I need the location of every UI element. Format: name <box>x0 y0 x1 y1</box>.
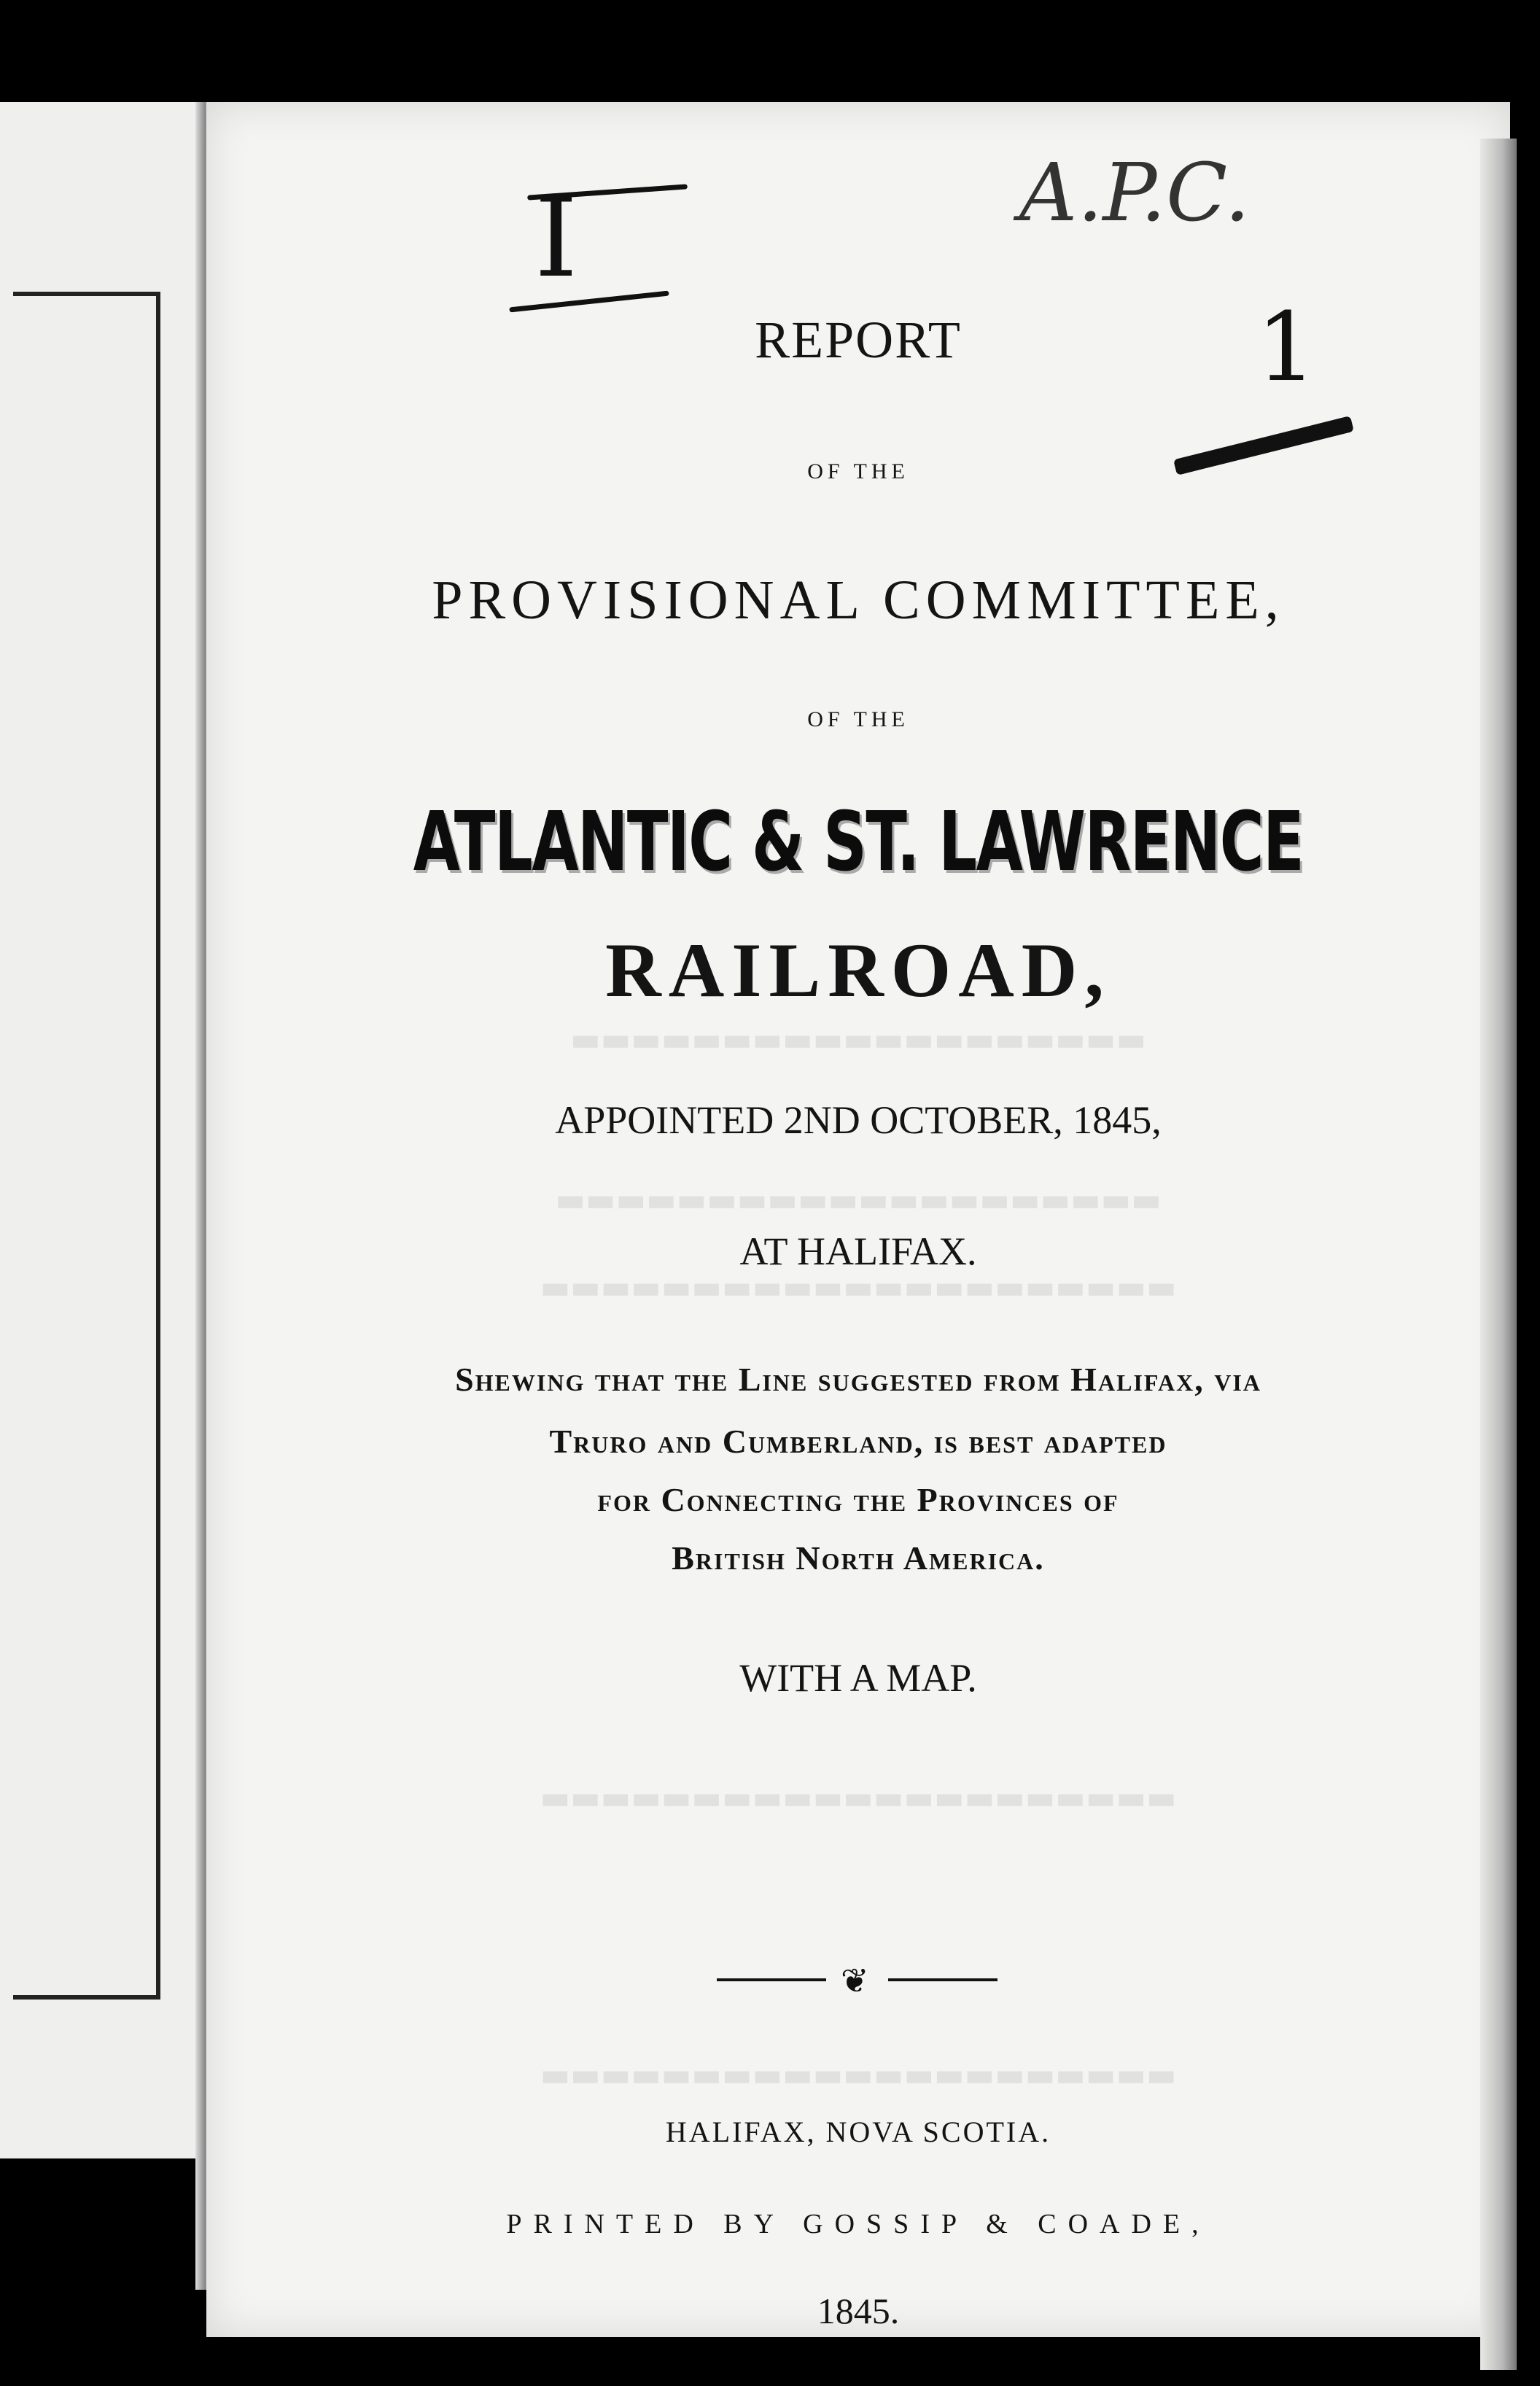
committee-heading: PROVISIONAL COMMITTEE, <box>432 570 1285 631</box>
handwritten-underline <box>509 291 669 313</box>
of-the-line-1: OF THE <box>807 459 909 483</box>
show-through-texture: ▬▬▬▬▬▬▬▬▬▬▬▬▬▬▬▬▬▬▬▬ <box>555 1181 1162 1219</box>
report-heading: REPORT <box>755 311 962 369</box>
subtitle-line-4: British North America. <box>672 1539 1045 1577</box>
of-the-line-2: OF THE <box>807 707 909 731</box>
show-through-texture: ▬▬▬▬▬▬▬▬▬▬▬▬▬▬▬▬▬▬▬▬▬ <box>540 1269 1177 1306</box>
show-through-texture: ▬▬▬▬▬▬▬▬▬▬▬▬▬▬▬▬▬▬▬▬▬ <box>540 1779 1177 1816</box>
show-through-texture: ▬▬▬▬▬▬▬▬▬▬▬▬▬▬▬▬▬▬▬▬▬ <box>540 2056 1177 2094</box>
imprint-place: HALIFAX, NOVA SCOTIA. <box>665 2115 1051 2148</box>
appointed-date: APPOINTED 2ND OCTOBER, 1845, <box>555 1098 1162 1142</box>
subtitle-line-2: Truro and Cumberland, is best adapted <box>549 1423 1167 1460</box>
fleuron-icon: ❦ <box>841 1961 869 2000</box>
adjacent-page <box>0 102 206 2158</box>
handwritten-number: 1 <box>1256 292 1317 403</box>
imprint-printer: PRINTED BY GOSSIP & COADE, <box>506 2209 1210 2239</box>
railroad-heading: RAILROAD, <box>605 928 1111 1013</box>
ornament-rule-left <box>717 1978 826 1981</box>
ornament-rule-right <box>888 1978 998 1981</box>
handwritten-initials: A.P.C. <box>1019 146 1251 239</box>
railroad-name-heading: ATLANTIC & ST. LAWRENCE <box>413 795 1304 890</box>
imprint-year: 1845. <box>817 2290 900 2331</box>
adjacent-page-border <box>13 292 160 2000</box>
with-map-line: WITH A MAP. <box>739 1656 977 1700</box>
ornamental-rule <box>206 1961 1510 2000</box>
location-line: AT HALIFAX. <box>739 1229 977 1273</box>
show-through-texture: ▬▬▬▬▬▬▬▬▬▬▬▬▬▬▬▬▬▬▬ <box>570 1021 1146 1058</box>
subtitle-line-3: for Connecting the Provinces of <box>597 1481 1119 1518</box>
subtitle-line-1: Shewing that the Line suggested from Halifax, via <box>455 1361 1261 1398</box>
page-edge-shadow <box>1480 139 1517 2370</box>
handwritten-roman-numeral: I <box>534 175 578 302</box>
title-page <box>206 102 1510 2337</box>
